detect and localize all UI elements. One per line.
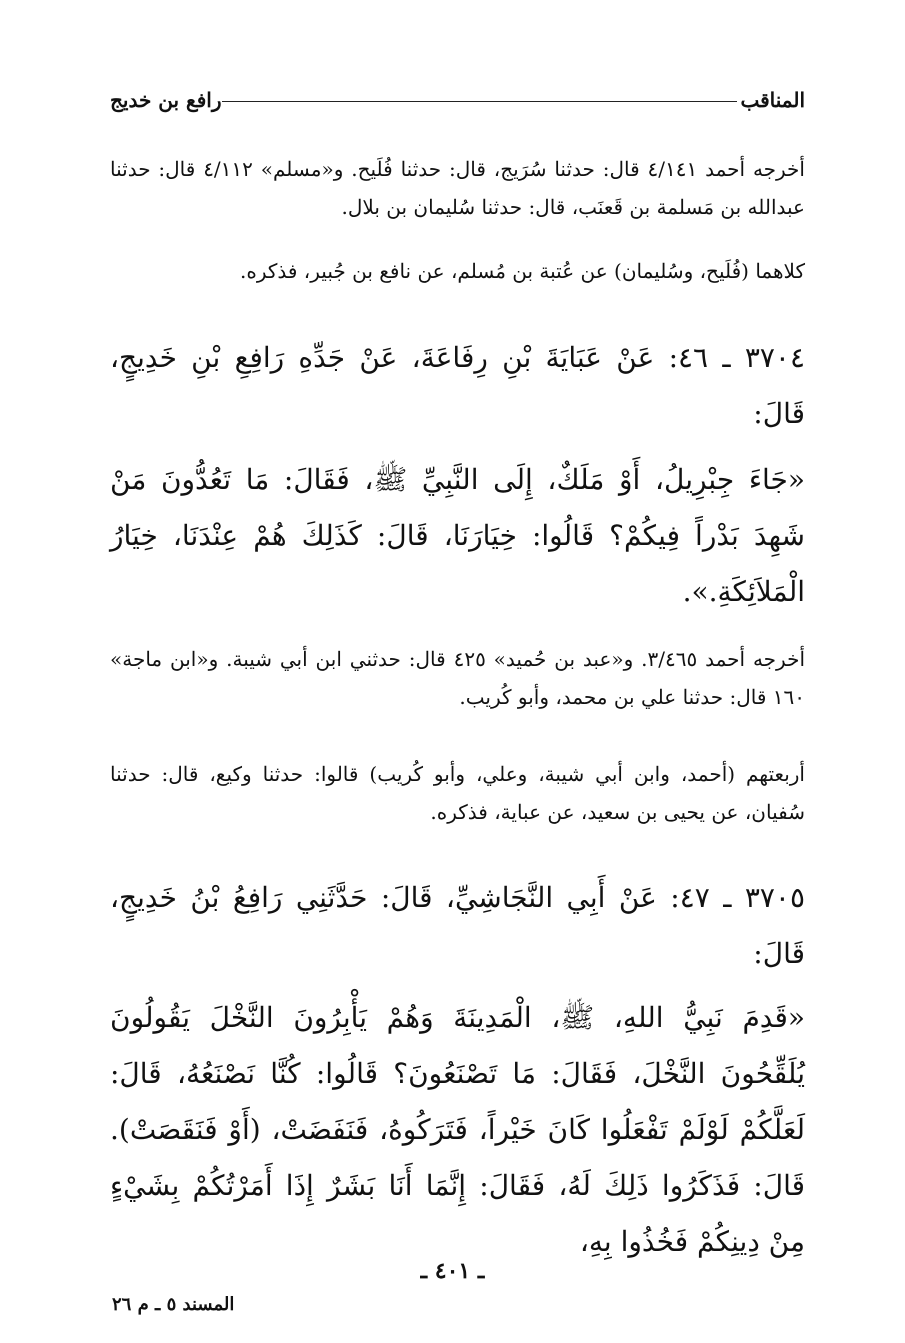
paragraph-text: كلاهما (فُلَيح، وسُليمان) عن عُتبة بن مُسلم، عن نافع بن جُبير، فذكره. — [240, 259, 805, 283]
printer-signature: المسند ٥ ـ م ٢٦ — [112, 1294, 235, 1315]
header-section-title: المناقب — [740, 88, 805, 112]
header-rule — [222, 101, 737, 102]
takhrij-paragraph-1 — [110, 150, 805, 226]
hadith-3705-isnad — [110, 870, 805, 982]
running-header — [110, 88, 805, 118]
takhrij-paragraph-2 — [110, 252, 805, 290]
hadith-text: «قَدِمَ نَبِيُّ اللهِ، ﷺ، الْمَدِينَةَ وَهُمْ يَأْبِرُونَ النَّخْلَ يَقُولُونَ يُلَقِّحُونَ النَّخْلَ، فَقَالَ: مَا تَصْنَعُونَ؟ قَالُوا: كُنَّا نَصْنَعُهُ، قَالَ: لَعَلَّكُمْ لَوْلَمْ تَفْعَلُوا كَانَ خَيْراً، فَتَرَكُوهُ، فَنَفَضَتْ، (أَوْ فَنَقَصَتْ). قَالَ: فَذَكَرُوا ذَلِكَ لَهُ، فَقَالَ: إِنَّمَا أَنَا بَشَرٌ إِذَا أَمَرْتُكُمْ بِشَيْءٍ مِنْ دِينِكُمْ فَخُذُوا بِهِ، — [110, 1001, 805, 1258]
takhrij-paragraph-4 — [110, 755, 805, 831]
hadith-text: ٣٧٠٥ ـ ٤٧: عَنْ أَبِي النَّجَاشِيِّ، قَالَ: حَدَّثَنِي رَافِعُ بْنُ خَدِيجٍ، قَالَ: — [110, 881, 805, 970]
hadith-text: «جَاءَ جِبْرِيلُ، أَوْ مَلَكٌ، إِلَى النَّبِيِّ ﷺ، فَقَالَ: مَا تَعُدُّونَ مَنْ شَهِدَ بَدْراً فِيكُمْ؟ قَالُوا: خِيَارَنَا، قَالَ: كَذَلِكَ هُمْ عِنْدَنَا، خِيَارُ الْمَلاَئِكَةِ.». — [110, 463, 805, 608]
hadith-3705-matn — [110, 990, 805, 1270]
page-number: ـ ٤٠١ ـ — [420, 1258, 485, 1284]
paragraph-text: أخرجه أحمد ٤/١٤١ قال: حدثنا سُرَيج، قال: حدثنا فُلَيح. و«مسلم» ٤/١١٢ قال: حدثنا عبدالله بن مَسلمة بن قَعنَب، قال: حدثنا سُليمان بن بلال. — [110, 157, 805, 219]
hadith-3704-isnad — [110, 330, 805, 442]
paragraph-text: أخرجه أحمد ٣/٤٦٥. و«عبد بن حُميد» ٤٢٥ قال: حدثني ابن أبي شيبة. و«ابن ماجة» ١٦٠ قال: حدثنا علي بن محمد، وأبو كُريب. — [110, 647, 805, 709]
header-subject-title: رافع بن خديج — [110, 88, 222, 112]
takhrij-paragraph-3 — [110, 640, 805, 716]
hadith-text: ٣٧٠٤ ـ ٤٦: عَنْ عَبَايَةَ بْنِ رِفَاعَةَ، عَنْ جَدِّهِ رَافِعِ بْنِ خَدِيجٍ، قَالَ: — [110, 341, 805, 430]
hadith-3704-matn — [110, 452, 805, 620]
paragraph-text: أربعتهم (أحمد، وابن أبي شيبة، وعلي، وأبو كُريب) قالوا: حدثنا وكيع، قال: حدثنا سُفيان، عن يحيى بن سعيد، عن عباية، فذكره. — [110, 762, 805, 824]
